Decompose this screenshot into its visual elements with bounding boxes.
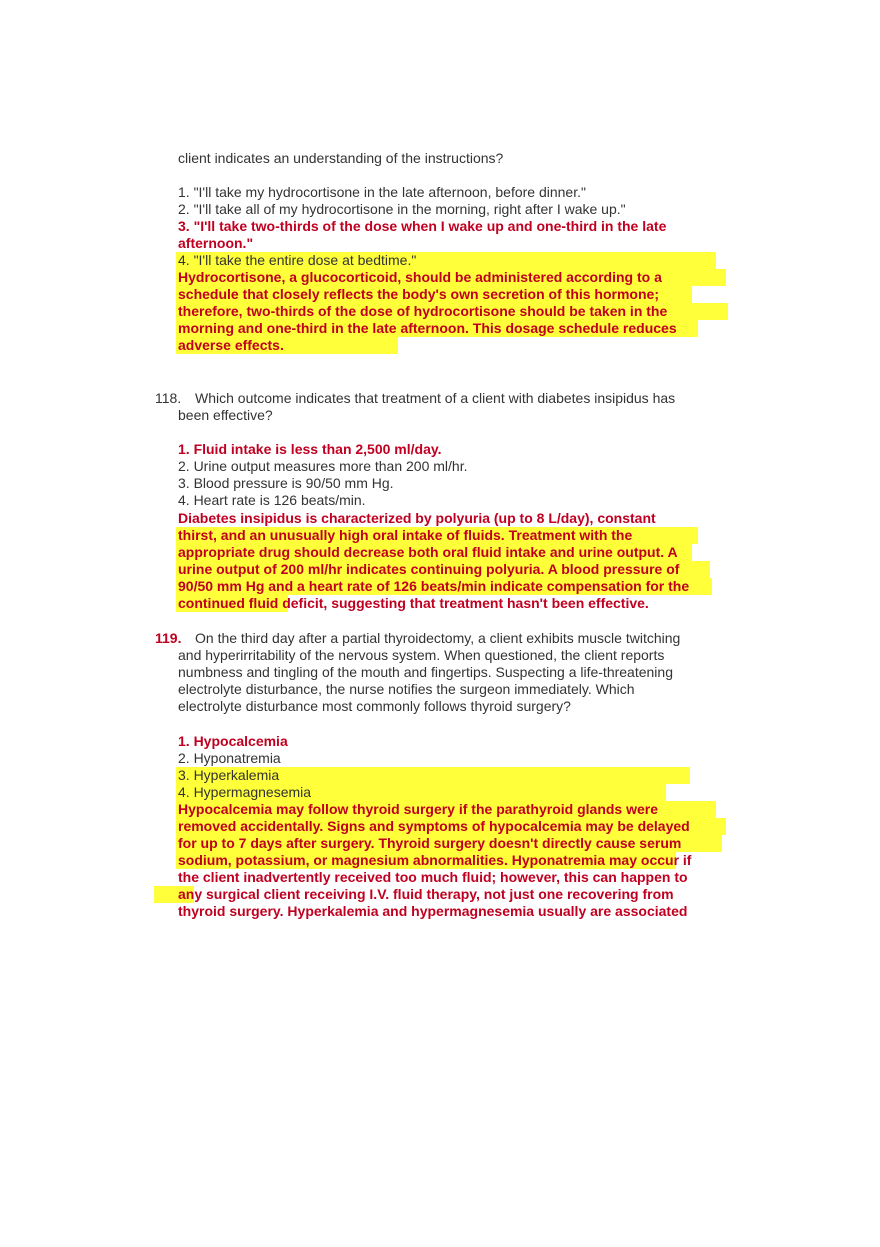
q119-rationale-line: sodium, potassium, or magnesium abnormalities. Hyponatremia may occur if	[178, 852, 692, 868]
q118-option-2: 2. Urine output measures more than 200 ml/hr.	[178, 458, 468, 474]
q118-rationale-line: continued fluid deficit, suggesting that treatment hasn't been effective.	[178, 595, 649, 611]
q119-rationale-line: Hypocalcemia may follow thyroid surgery if the parathyroid glands were	[178, 801, 659, 817]
q117-rationale-line: therefore, two-thirds of the dose of hydrocortisone should be taken in the	[178, 303, 668, 319]
q119-option-3: 3. Hyperkalemia	[178, 767, 280, 783]
q119-stem-cont: electrolyte disturbance most commonly follows thyroid surgery?	[178, 698, 571, 714]
q117-option-1: 1. "I'll take my hydrocortisone in the late afternoon, before dinner."	[178, 184, 586, 200]
q118-rationale-line: thirst, and an unusually high oral intake of fluids. Treatment with the	[178, 527, 633, 543]
q118-option-3: 3. Blood pressure is 90/50 mm Hg.	[178, 475, 394, 491]
q118-rationale-line: appropriate drug should decrease both oral fluid intake and urine output. A	[178, 544, 678, 560]
q117-option-4: 4. "I'll take the entire dose at bedtime."	[178, 252, 417, 268]
q118-stem: Which outcome indicates that treatment of a client with diabetes insipidus has	[195, 390, 676, 406]
q117-option-3-correct: 3. "I'll take two-thirds of the dose when I wake up and one-third in the late	[178, 218, 667, 234]
q119-option-2: 2. Hyponatremia	[178, 750, 281, 766]
q117-option-3-correct-cont: afternoon."	[178, 235, 254, 251]
q119-rationale-line: for up to 7 days after surgery. Thyroid surgery doesn't directly cause serum	[178, 835, 682, 851]
q119-option-4: 4. Hypermagnesemia	[178, 784, 312, 800]
q119-number: 119.	[155, 630, 182, 646]
q117-option-2: 2. "I'll take all of my hydrocortisone in the morning, right after I wake up."	[178, 201, 626, 217]
q119-stem: On the third day after a partial thyroidectomy, a client exhibits muscle twitching	[195, 630, 681, 646]
q118-option-1-correct: 1. Fluid intake is less than 2,500 ml/day.	[178, 441, 442, 457]
q117-rationale-line: adverse effects.	[178, 337, 284, 353]
q118-rationale-line: Diabetes insipidus is characterized by polyuria (up to 8 L/day), constant	[178, 510, 656, 526]
q118-rationale-line: 90/50 mm Hg and a heart rate of 126 beats/min indicate compensation for the	[178, 578, 690, 594]
q118-number: 118.	[155, 390, 182, 406]
q119-stem-cont: and hyperirritability of the nervous system. When questioned, the client reports	[178, 647, 665, 663]
q117-rationale-line: Hydrocortisone, a glucocorticoid, should be administered according to a	[178, 269, 662, 285]
q118-option-4: 4. Heart rate is 126 beats/min.	[178, 492, 366, 508]
q119-rationale-line: the client inadvertently received too much fluid; however, this can happen to	[178, 869, 688, 885]
q119-rationale-line: removed accidentally. Signs and symptoms of hypocalcemia may be delayed	[178, 818, 690, 834]
q119-stem-cont: electrolyte disturbance, the nurse notifies the surgeon immediately. Which	[178, 681, 635, 697]
q119-rationale-line: any surgical client receiving I.V. fluid therapy, not just one recovering from	[178, 886, 674, 902]
q119-rationale-line: thyroid surgery. Hyperkalemia and hypermagnesemia usually are associated	[178, 903, 688, 919]
q118-rationale-line: urine output of 200 ml/hr indicates continuing polyuria. A blood pressure of	[178, 561, 680, 577]
q119-stem-cont: numbness and tingling of the mouth and fingertips. Suspecting a life-threatening	[178, 664, 673, 680]
q117-rationale-line: schedule that closely reflects the body's own secretion of this hormone;	[178, 286, 659, 302]
q118-stem-cont: been effective?	[178, 407, 273, 423]
q117-rationale-line: morning and one-third in the late afternoon. This dosage schedule reduces	[178, 320, 677, 336]
q119-option-1-correct: 1. Hypocalcemia	[178, 733, 288, 749]
q117-stem-continued: client indicates an understanding of the instructions?	[178, 150, 504, 166]
